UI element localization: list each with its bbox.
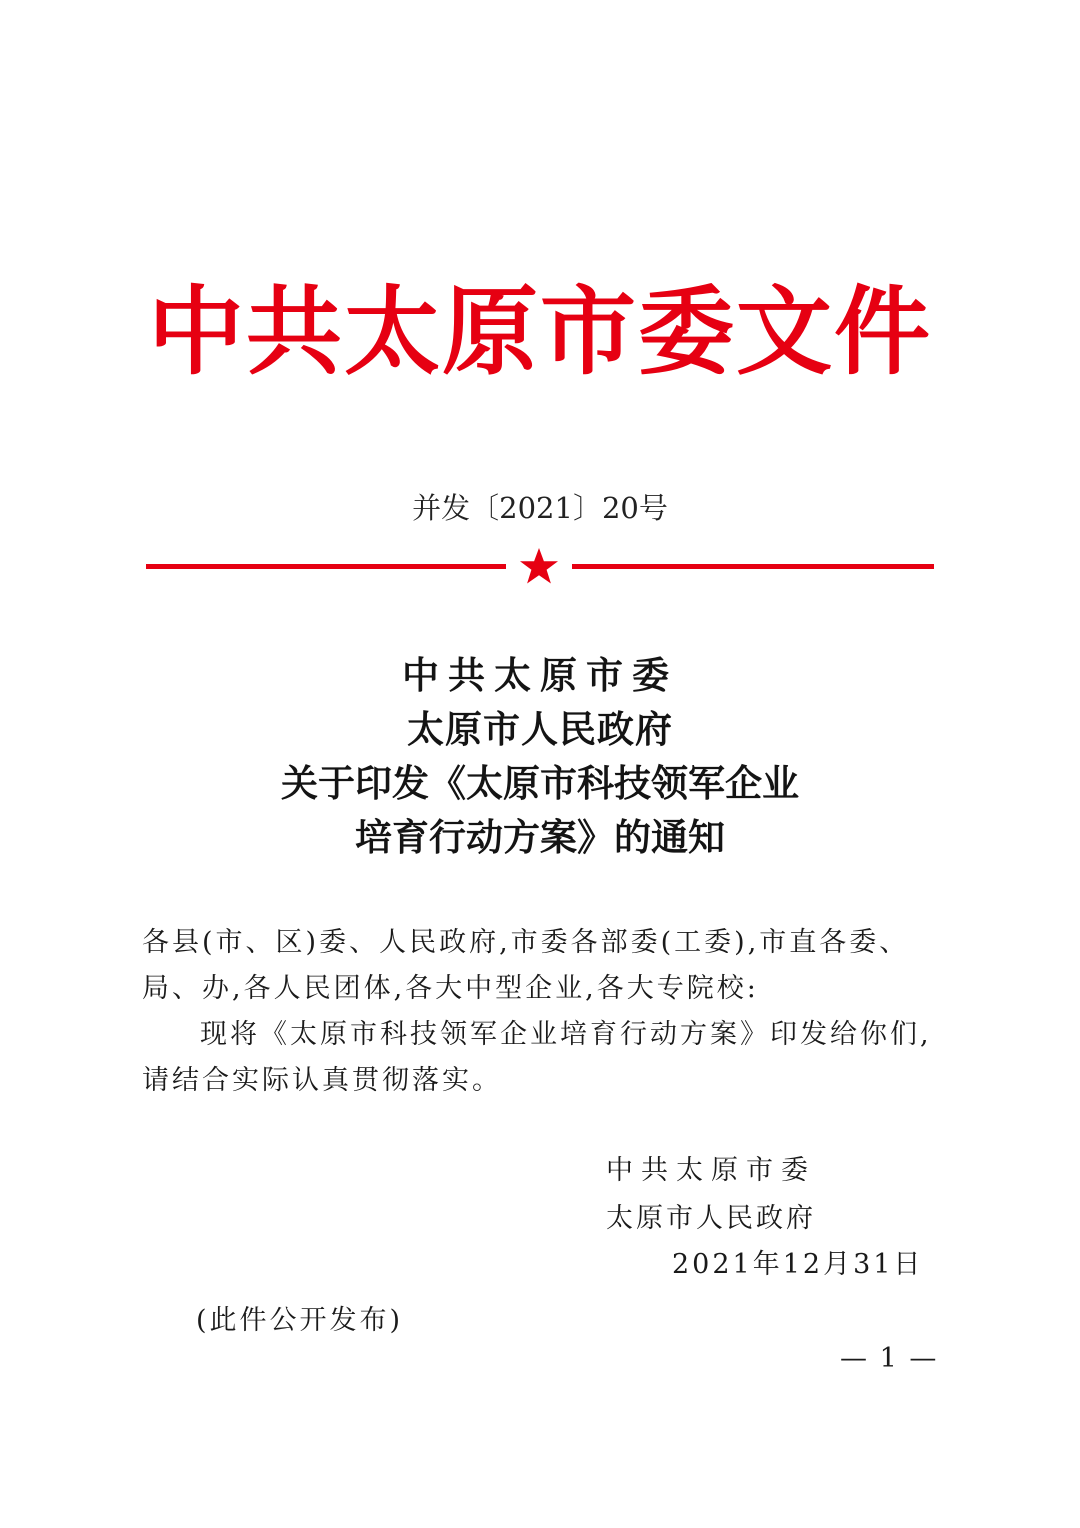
recipients-line-1: 各县(市、区)委、人民政府,市委各部委(工委),市直各委、 bbox=[142, 927, 910, 958]
title-line-issuer-2: 太原市人民政府 bbox=[407, 708, 673, 751]
document-masthead: 中共太原市委文件 bbox=[148, 276, 932, 388]
star-icon bbox=[518, 546, 560, 588]
title-line-issuer-1: 中共太原市委 bbox=[402, 654, 678, 697]
body-paragraph-line-2: 请结合实际认真贯彻落实。 bbox=[142, 1065, 502, 1096]
publication-note: (此件公开发布) bbox=[196, 1305, 404, 1336]
red-separator-left bbox=[146, 564, 506, 569]
signature-org-1: 中共太原市委 bbox=[606, 1155, 816, 1186]
signature-date: 2021年12月31日 bbox=[672, 1249, 924, 1280]
page-number: — 1 — bbox=[840, 1343, 939, 1374]
red-separator-right bbox=[572, 564, 934, 569]
signature-org-2: 太原市人民政府 bbox=[606, 1203, 816, 1234]
document-number: 并发〔2021〕20号 bbox=[412, 491, 668, 525]
body-paragraph-line-1: 现将《太原市科技领军企业培育行动方案》印发给你们, bbox=[200, 1019, 932, 1050]
title-line-subject-1: 关于印发《太原市科技领军企业 bbox=[281, 762, 799, 805]
title-line-subject-2: 培育行动方案》的通知 bbox=[355, 816, 725, 859]
recipients-line-2: 局、办,各人民团体,各大中型企业,各大专院校: bbox=[142, 973, 759, 1004]
